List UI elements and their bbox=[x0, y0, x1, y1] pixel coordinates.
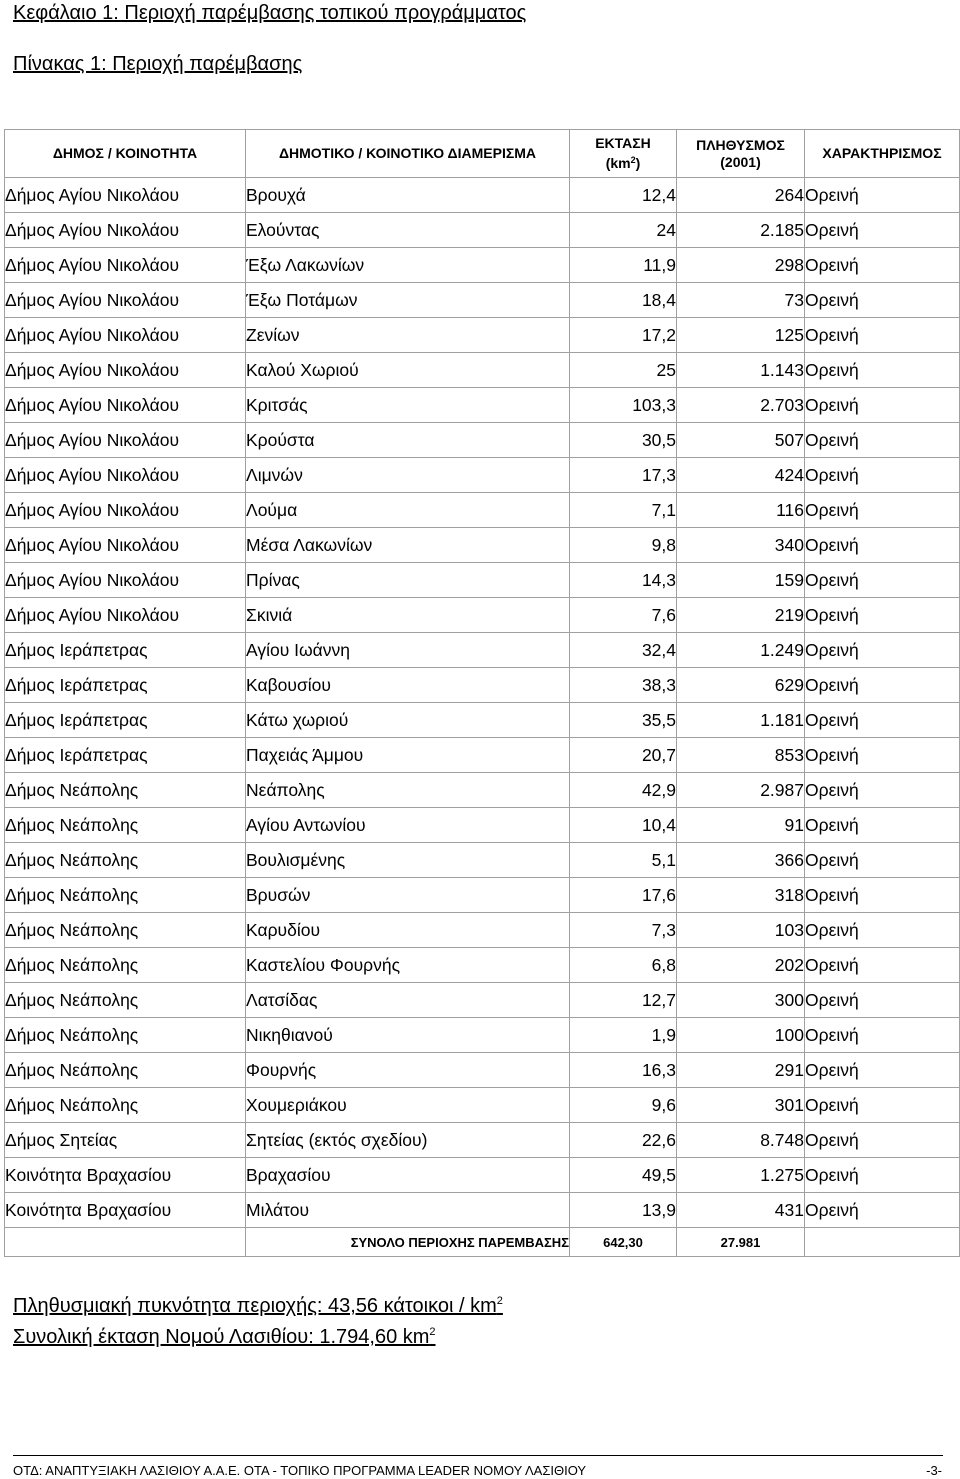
cell-character: Ορεινή bbox=[805, 528, 960, 563]
cell-character: Ορεινή bbox=[805, 353, 960, 388]
cell-population: 264 bbox=[677, 178, 805, 213]
header-area-line1: ΕΚΤΑΣΗ bbox=[595, 135, 651, 151]
cell-municipality: Δήμος Νεάπολης bbox=[5, 948, 246, 983]
cell-municipality: Δήμος Αγίου Νικολάου bbox=[5, 423, 246, 458]
cell-character: Ορεινή bbox=[805, 668, 960, 703]
total-blank bbox=[805, 1228, 960, 1257]
population-density-text: Πληθυσμιακή πυκνότητα περιοχής: 43,56 κάτοικοι / km bbox=[13, 1295, 497, 1317]
cell-district: Βρουχά bbox=[246, 178, 570, 213]
cell-district: Καρυδίου bbox=[246, 913, 570, 948]
cell-area: 35,5 bbox=[570, 703, 677, 738]
cell-district: Βρυσών bbox=[246, 878, 570, 913]
cell-municipality: Δήμος Νεάπολης bbox=[5, 878, 246, 913]
cell-population: 301 bbox=[677, 1088, 805, 1123]
cell-municipality: Δήμος Αγίου Νικολάου bbox=[5, 283, 246, 318]
cell-area: 7,6 bbox=[570, 598, 677, 633]
total-area: 642,30 bbox=[570, 1228, 677, 1257]
cell-area: 17,2 bbox=[570, 318, 677, 353]
cell-district: Βουλισμένης bbox=[246, 843, 570, 878]
table-row bbox=[5, 983, 960, 1018]
cell-population: 202 bbox=[677, 948, 805, 983]
cell-municipality: Δήμος Αγίου Νικολάου bbox=[5, 318, 246, 353]
cell-municipality: Δήμος Σητείας bbox=[5, 1123, 246, 1158]
cell-population: 219 bbox=[677, 598, 805, 633]
cell-character: Ορεινή bbox=[805, 458, 960, 493]
cell-district: Καστελίου Φουρνής bbox=[246, 948, 570, 983]
cell-municipality: Δήμος Αγίου Νικολάου bbox=[5, 493, 246, 528]
table-row bbox=[5, 843, 960, 878]
table-title: Πίνακας 1: Περιοχή παρέμβασης bbox=[13, 53, 303, 75]
cell-population: 2.703 bbox=[677, 388, 805, 423]
cell-district: Πρίνας bbox=[246, 563, 570, 598]
total-spacer bbox=[5, 1228, 246, 1257]
cell-area: 42,9 bbox=[570, 773, 677, 808]
cell-municipality: Δήμος Αγίου Νικολάου bbox=[5, 248, 246, 283]
header-population bbox=[677, 130, 805, 178]
cell-population: 1.143 bbox=[677, 353, 805, 388]
cell-municipality: Δήμος Αγίου Νικολάου bbox=[5, 213, 246, 248]
cell-character: Ορεινή bbox=[805, 1123, 960, 1158]
cell-population: 91 bbox=[677, 808, 805, 843]
cell-municipality: Κοινότητα Βραχασίου bbox=[5, 1193, 246, 1228]
cell-population: 2.185 bbox=[677, 213, 805, 248]
table-row bbox=[5, 1158, 960, 1193]
cell-population: 424 bbox=[677, 458, 805, 493]
cell-area: 7,1 bbox=[570, 493, 677, 528]
cell-municipality: Δήμος Αγίου Νικολάου bbox=[5, 458, 246, 493]
table-row bbox=[5, 703, 960, 738]
cell-character: Ορεινή bbox=[805, 983, 960, 1018]
cell-area: 9,8 bbox=[570, 528, 677, 563]
prefecture-total-area-sup: 2 bbox=[429, 1326, 436, 1338]
cell-district: Ζενίων bbox=[246, 318, 570, 353]
cell-district: Έξω Ποτάμων bbox=[246, 283, 570, 318]
table-row bbox=[5, 318, 960, 353]
total-population: 27.981 bbox=[677, 1228, 805, 1257]
population-density-sup: 2 bbox=[496, 1295, 503, 1307]
table-row bbox=[5, 948, 960, 983]
table-row bbox=[5, 353, 960, 388]
table-row bbox=[5, 1123, 960, 1158]
cell-area: 11,9 bbox=[570, 248, 677, 283]
table-row bbox=[5, 458, 960, 493]
footer-rule bbox=[13, 1455, 943, 1456]
cell-area: 12,7 bbox=[570, 983, 677, 1018]
cell-district: Μέσα Λακωνίων bbox=[246, 528, 570, 563]
cell-population: 431 bbox=[677, 1193, 805, 1228]
cell-character: Ορεινή bbox=[805, 248, 960, 283]
cell-district: Κάτω χωριού bbox=[246, 703, 570, 738]
cell-character: Ορεινή bbox=[805, 318, 960, 353]
cell-district: Παχειάς Άμμου bbox=[246, 738, 570, 773]
cell-population: 507 bbox=[677, 423, 805, 458]
cell-character: Ορεινή bbox=[805, 563, 960, 598]
cell-population: 116 bbox=[677, 493, 805, 528]
cell-district: Μιλάτου bbox=[246, 1193, 570, 1228]
cell-population: 2.987 bbox=[677, 773, 805, 808]
prefecture-total-area-text: Συνολική έκταση Νομού Λασιθίου: 1.794,60 km bbox=[13, 1326, 430, 1348]
cell-district: Βραχασίου bbox=[246, 1158, 570, 1193]
table-row bbox=[5, 668, 960, 703]
cell-municipality: Δήμος Ιεράπετρας bbox=[5, 703, 246, 738]
cell-area: 38,3 bbox=[570, 668, 677, 703]
cell-population: 340 bbox=[677, 528, 805, 563]
cell-area: 18,4 bbox=[570, 283, 677, 318]
table-row bbox=[5, 528, 960, 563]
cell-municipality: Δήμος Νεάπολης bbox=[5, 1018, 246, 1053]
cell-district: Καλού Χωριού bbox=[246, 353, 570, 388]
cell-district: Καβουσίου bbox=[246, 668, 570, 703]
cell-character: Ορεινή bbox=[805, 633, 960, 668]
table-row bbox=[5, 633, 960, 668]
cell-area: 6,8 bbox=[570, 948, 677, 983]
table-row bbox=[5, 283, 960, 318]
table-row bbox=[5, 388, 960, 423]
cell-character: Ορεινή bbox=[805, 423, 960, 458]
cell-municipality: Δήμος Ιεράπετρας bbox=[5, 738, 246, 773]
cell-character: Ορεινή bbox=[805, 808, 960, 843]
cell-population: 629 bbox=[677, 668, 805, 703]
total-label: ΣΥΝΟΛΟ ΠΕΡΙΟΧΗΣ ΠΑΡΕΜΒΑΣΗΣ bbox=[246, 1228, 570, 1257]
table-body bbox=[5, 178, 960, 1228]
cell-area: 30,5 bbox=[570, 423, 677, 458]
cell-district: Χουμεριάκου bbox=[246, 1088, 570, 1123]
cell-district: Αγίου Αντωνίου bbox=[246, 808, 570, 843]
table-row bbox=[5, 1088, 960, 1123]
cell-character: Ορεινή bbox=[805, 178, 960, 213]
cell-district: Νικηθιανού bbox=[246, 1018, 570, 1053]
cell-area: 25 bbox=[570, 353, 677, 388]
header-area bbox=[570, 130, 677, 178]
cell-district: Σκινιά bbox=[246, 598, 570, 633]
cell-municipality: Δήμος Αγίου Νικολάου bbox=[5, 388, 246, 423]
cell-area: 13,9 bbox=[570, 1193, 677, 1228]
cell-character: Ορεινή bbox=[805, 1193, 960, 1228]
cell-character: Ορεινή bbox=[805, 773, 960, 808]
cell-area: 17,6 bbox=[570, 878, 677, 913]
cell-district: Λατσίδας bbox=[246, 983, 570, 1018]
cell-character: Ορεινή bbox=[805, 1053, 960, 1088]
population-density bbox=[13, 1295, 503, 1318]
cell-population: 300 bbox=[677, 983, 805, 1018]
cell-municipality: Δήμος Αγίου Νικολάου bbox=[5, 353, 246, 388]
cell-character: Ορεινή bbox=[805, 913, 960, 948]
table-header-row bbox=[5, 130, 960, 178]
cell-municipality: Δήμος Αγίου Νικολάου bbox=[5, 528, 246, 563]
cell-area: 1,9 bbox=[570, 1018, 677, 1053]
cell-character: Ορεινή bbox=[805, 948, 960, 983]
cell-district: Κρούστα bbox=[246, 423, 570, 458]
header-area-sup: 2 bbox=[630, 155, 636, 165]
cell-character: Ορεινή bbox=[805, 283, 960, 318]
cell-population: 1.275 bbox=[677, 1158, 805, 1193]
cell-area: 49,5 bbox=[570, 1158, 677, 1193]
table-row bbox=[5, 738, 960, 773]
cell-area: 14,3 bbox=[570, 563, 677, 598]
cell-district: Νεάπολης bbox=[246, 773, 570, 808]
table-row bbox=[5, 773, 960, 808]
cell-district: Λιμνών bbox=[246, 458, 570, 493]
cell-district: Ελούντας bbox=[246, 213, 570, 248]
table-row bbox=[5, 493, 960, 528]
cell-municipality: Δήμος Νεάπολης bbox=[5, 773, 246, 808]
cell-character: Ορεινή bbox=[805, 738, 960, 773]
cell-population: 73 bbox=[677, 283, 805, 318]
cell-area: 32,4 bbox=[570, 633, 677, 668]
page-number: -3- bbox=[926, 1463, 942, 1478]
cell-municipality: Δήμος Αγίου Νικολάου bbox=[5, 178, 246, 213]
cell-district: Λούμα bbox=[246, 493, 570, 528]
table-row bbox=[5, 808, 960, 843]
cell-area: 9,6 bbox=[570, 1088, 677, 1123]
cell-population: 159 bbox=[677, 563, 805, 598]
cell-character: Ορεινή bbox=[805, 598, 960, 633]
cell-population: 100 bbox=[677, 1018, 805, 1053]
cell-character: Ορεινή bbox=[805, 1018, 960, 1053]
cell-municipality: Δήμος Αγίου Νικολάου bbox=[5, 563, 246, 598]
cell-character: Ορεινή bbox=[805, 1088, 960, 1123]
cell-area: 17,3 bbox=[570, 458, 677, 493]
cell-character: Ορεινή bbox=[805, 1158, 960, 1193]
cell-area: 12,4 bbox=[570, 178, 677, 213]
table-row bbox=[5, 178, 960, 213]
cell-population: 1.249 bbox=[677, 633, 805, 668]
cell-area: 16,3 bbox=[570, 1053, 677, 1088]
cell-municipality: Δήμος Νεάπολης bbox=[5, 913, 246, 948]
table-row bbox=[5, 213, 960, 248]
table-row bbox=[5, 248, 960, 283]
cell-district: Αγίου Ιωάννη bbox=[246, 633, 570, 668]
cell-population: 853 bbox=[677, 738, 805, 773]
table-row bbox=[5, 878, 960, 913]
cell-area: 10,4 bbox=[570, 808, 677, 843]
cell-area: 22,6 bbox=[570, 1123, 677, 1158]
cell-municipality: Δήμος Ιεράπετρας bbox=[5, 668, 246, 703]
cell-municipality: Δήμος Νεάπολης bbox=[5, 843, 246, 878]
cell-character: Ορεινή bbox=[805, 493, 960, 528]
table-row bbox=[5, 598, 960, 633]
table-row bbox=[5, 423, 960, 458]
cell-character: Ορεινή bbox=[805, 388, 960, 423]
cell-population: 1.181 bbox=[677, 703, 805, 738]
cell-population: 103 bbox=[677, 913, 805, 948]
header-character: ΧΑΡΑΚΤΗΡΙΣΜΟΣ bbox=[805, 130, 960, 178]
cell-district: Σητείας (εκτός σχεδίου) bbox=[246, 1123, 570, 1158]
total-row bbox=[5, 1228, 960, 1257]
cell-district: Έξω Λακωνίων bbox=[246, 248, 570, 283]
cell-area: 24 bbox=[570, 213, 677, 248]
cell-character: Ορεινή bbox=[805, 878, 960, 913]
cell-municipality: Δήμος Ιεράπετρας bbox=[5, 633, 246, 668]
cell-area: 5,1 bbox=[570, 843, 677, 878]
header-population-line2: (2001) bbox=[720, 153, 761, 170]
cell-population: 318 bbox=[677, 878, 805, 913]
intervention-area-table bbox=[4, 129, 960, 1257]
header-area-line2: (km bbox=[605, 155, 631, 171]
table-row bbox=[5, 913, 960, 948]
cell-municipality: Κοινότητα Βραχασίου bbox=[5, 1158, 246, 1193]
cell-district: Κριτσάς bbox=[246, 388, 570, 423]
cell-area: 103,3 bbox=[570, 388, 677, 423]
prefecture-total-area bbox=[13, 1326, 436, 1349]
cell-area: 7,3 bbox=[570, 913, 677, 948]
cell-population: 291 bbox=[677, 1053, 805, 1088]
footer-text: ΟΤΔ: ΑΝΑΠΤΥΞΙΑΚΗ ΛΑΣΙΘΙΟΥ Α.Α.Ε. ΟΤΑ - ΤΟΠΙΚΟ ΠΡΟΓΡΑΜΜΑ LEADER ΝΟΜΟΥ ΛΑΣΙΘΙΟΥ bbox=[13, 1463, 587, 1478]
cell-municipality: Δήμος Νεάπολης bbox=[5, 983, 246, 1018]
header-district: ΔΗΜΟΤΙΚΟ / ΚΟΙΝΟΤΙΚΟ ΔΙΑΜΕΡΙΣΜΑ bbox=[246, 130, 570, 178]
cell-character: Ορεινή bbox=[805, 703, 960, 738]
header-municipality: ΔΗΜΟΣ / ΚΟΙΝΟΤΗΤΑ bbox=[5, 130, 246, 178]
cell-district: Φουρνής bbox=[246, 1053, 570, 1088]
cell-municipality: Δήμος Νεάπολης bbox=[5, 1053, 246, 1088]
cell-population: 125 bbox=[677, 318, 805, 353]
cell-municipality: Δήμος Αγίου Νικολάου bbox=[5, 598, 246, 633]
cell-character: Ορεινή bbox=[805, 843, 960, 878]
cell-municipality: Δήμος Νεάπολης bbox=[5, 1088, 246, 1123]
table-row bbox=[5, 1053, 960, 1088]
cell-area: 20,7 bbox=[570, 738, 677, 773]
table-row bbox=[5, 563, 960, 598]
chapter-title: Κεφάλαιο 1: Περιοχή παρέμβασης τοπικού προγράμματος bbox=[13, 2, 527, 24]
header-area-close: ) bbox=[635, 155, 641, 171]
cell-municipality: Δήμος Νεάπολης bbox=[5, 808, 246, 843]
cell-population: 366 bbox=[677, 843, 805, 878]
cell-population: 8.748 bbox=[677, 1123, 805, 1158]
header-population-line1: ΠΛΗΘΥΣΜΟΣ bbox=[696, 136, 785, 153]
table-row bbox=[5, 1018, 960, 1053]
cell-population: 298 bbox=[677, 248, 805, 283]
cell-character: Ορεινή bbox=[805, 213, 960, 248]
table-row bbox=[5, 1193, 960, 1228]
